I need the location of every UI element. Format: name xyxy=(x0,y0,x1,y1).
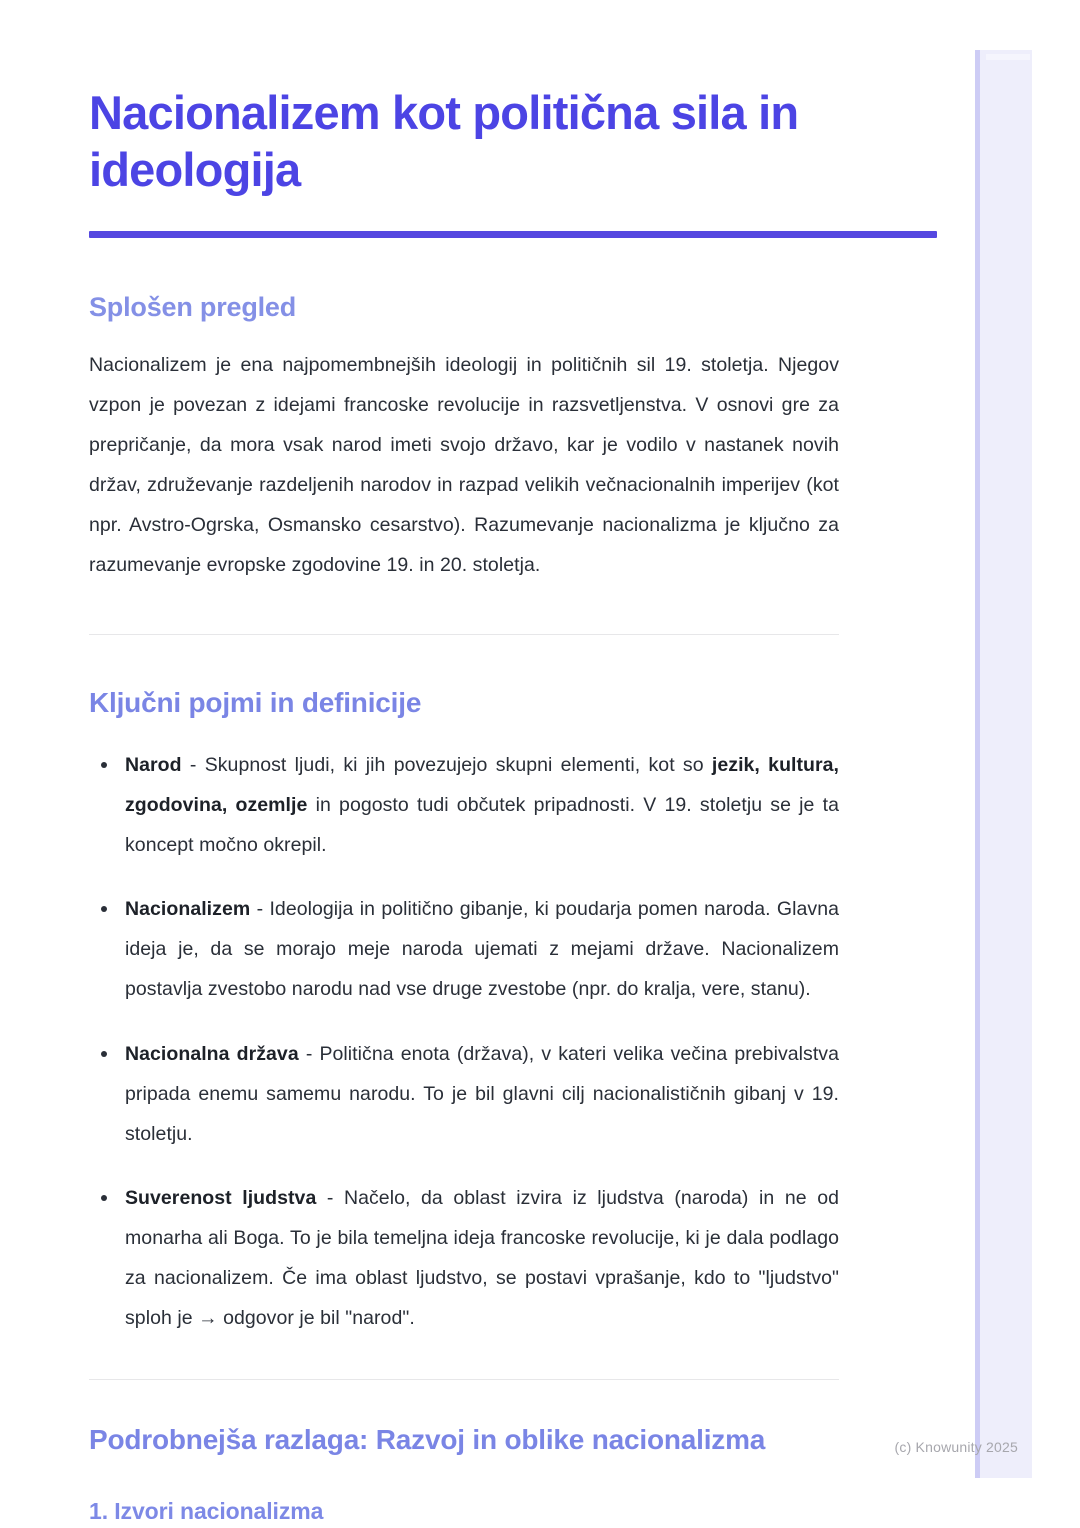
term-name: Nacionalna država xyxy=(125,1042,299,1065)
list-item xyxy=(89,1034,839,1154)
key-terms-list xyxy=(89,745,839,1339)
page-edge-strip xyxy=(975,50,1032,1478)
section-heading-overview: Splošen pregled xyxy=(89,291,297,322)
section-heading-key-terms: Ključni pojmi in definicije xyxy=(89,686,422,718)
title-divider xyxy=(89,231,937,238)
term-definition-part-1: Načelo, da oblast izvira iz ljudstva (naroda) in ne od monarha ali Boga. To je bila temeljna ideja francoske revolucije, ki je dala podlago za nacionalizem. Če ima oblast ljudstvo, se postavi vprašanje, kdo to "ljudstvo" sploh je → odgovor je bil "narod". xyxy=(125,1187,839,1330)
section-overview xyxy=(89,292,855,586)
term-dash: - xyxy=(316,1187,344,1209)
list-item xyxy=(89,1178,839,1339)
term-name: Narod xyxy=(125,753,182,776)
section-divider-1 xyxy=(89,634,839,635)
term-definition-part-1: Politična enota (država), v kateri velika večina prebivalstva pripada enemu samemu narodu. To je bil glavni cilj nacionalističnih gibanj v 19. stoletju. xyxy=(125,1042,839,1145)
term-dash: - xyxy=(250,898,270,921)
page-title: Nacionalizem kot politična sila in ideologija xyxy=(89,86,799,197)
term-name: Nacionalizem xyxy=(125,898,251,921)
term-definition-part-1: Ideologija in politično gibanje, ki poudarja pomen naroda. Glavna ideja je, da se morajo meje naroda ujemati z mejami države. Nacionalizem postavlja zvestobo narodu nad vse druge zvestobe (npr. do kralja, vere, stanu). xyxy=(125,898,839,1001)
overview-paragraph: Nacionalizem je ena najpomembnejših ideologij in političnih sil 19. stoletja. Njegov vzpon je povezan z idejami francoske revolucije in razsvetljenstva. V osnovi gre za prepričanje, da mora vsak narod imeti svojo državo, kar je vodilo v nastanek novih držav, združevanje razdeljenih narodov in razpad velikih večnacionalnih imperijev (kot npr. Avstro-Ogrska, Osmansko cesarstvo). Razumevanje nacionalizma je ključno za razumevanje evropske zgodovine 19. in 20. stoletja. xyxy=(89,353,839,577)
term-emphasis: jezik, kultura, zgodovina, ozemlje xyxy=(125,753,839,816)
section-divider-2 xyxy=(89,1379,839,1380)
copyright-watermark: (c) Knowunity 2025 xyxy=(894,1439,1018,1455)
section-heading-detail: Podrobnejša razlaga: Razvoj in oblike nacionalizma xyxy=(89,1423,766,1455)
term-definition-part-1: Skupnost ljudi, ki jih povezujejo skupni elementi, kot so xyxy=(204,753,712,776)
term-name: Suverenost ljudstva xyxy=(125,1187,317,1209)
section-detail xyxy=(89,1424,855,1525)
section-key-terms xyxy=(89,687,855,1339)
term-dash: - xyxy=(298,1042,320,1065)
term-dash: - xyxy=(181,753,205,776)
subsection-heading-origins: 1. Izvori nacionalizma xyxy=(89,1497,324,1524)
list-item xyxy=(89,889,839,1009)
page-edge-strip-highlight xyxy=(986,54,1030,60)
list-item xyxy=(89,745,839,865)
term-definition-part-2: in pogosto tudi občutek pripadnosti. V 19. stoletju se je ta koncept močno okrepil. xyxy=(125,793,839,856)
